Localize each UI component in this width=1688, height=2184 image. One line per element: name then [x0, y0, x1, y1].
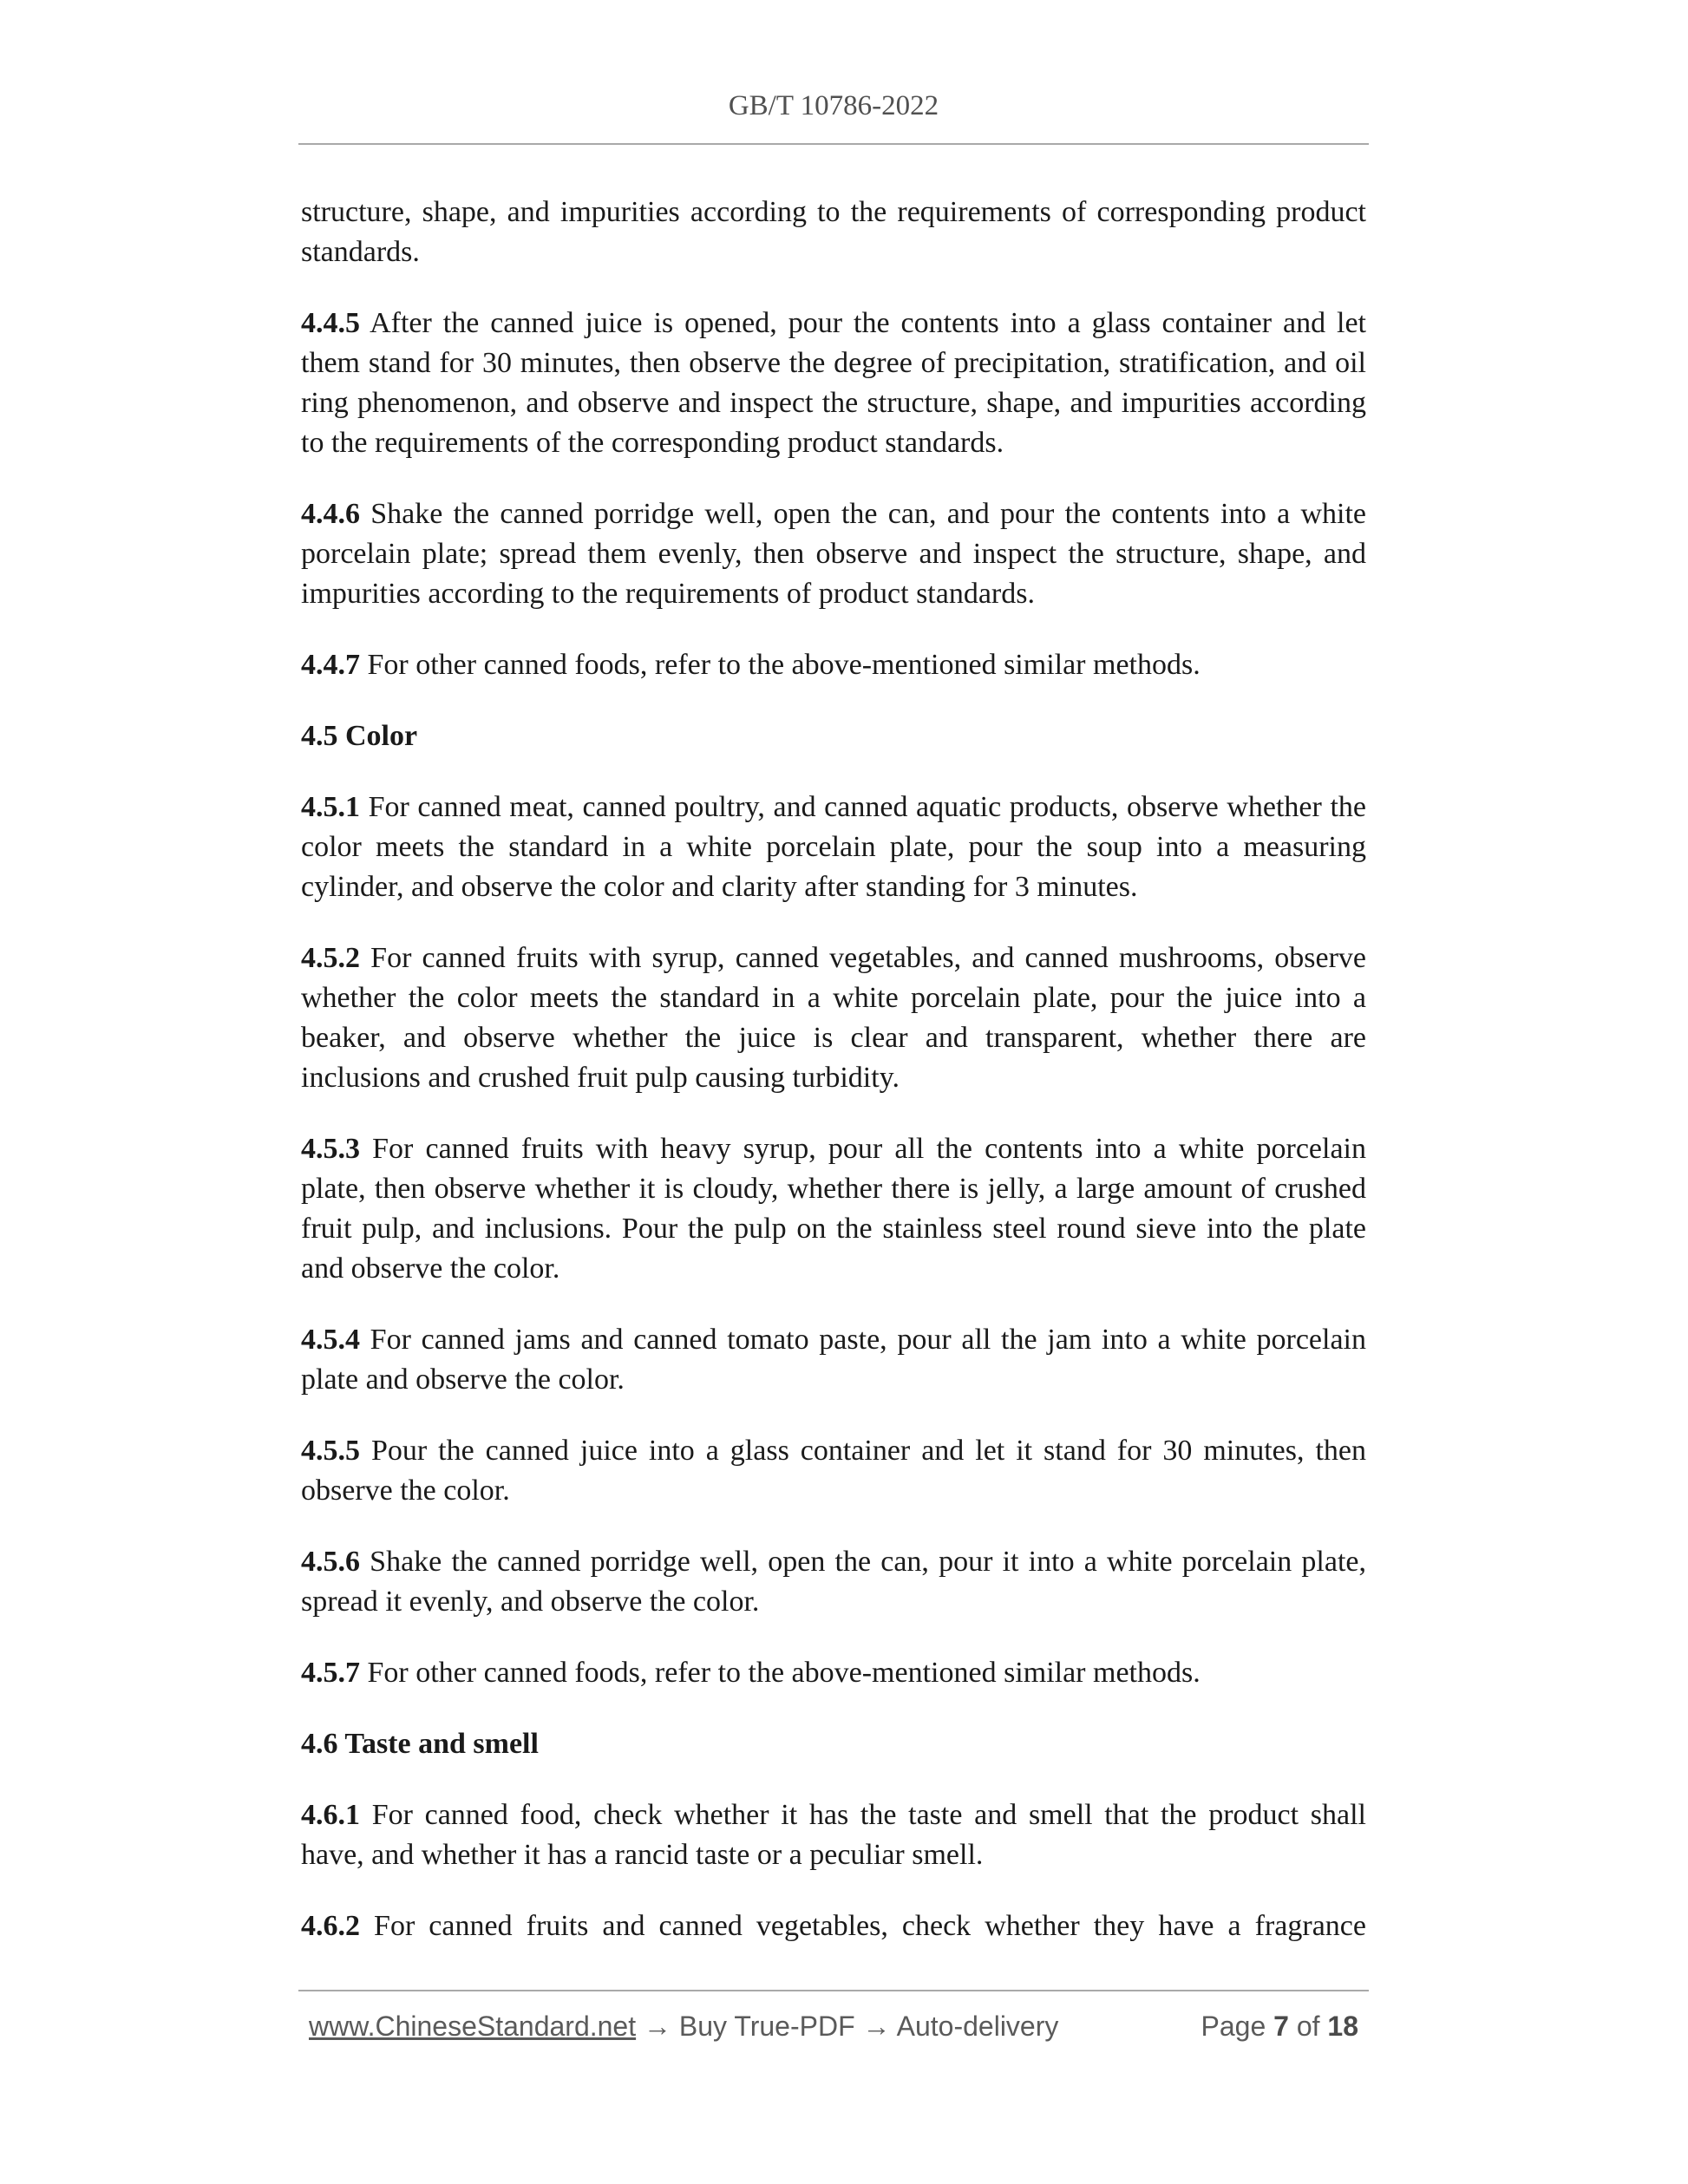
clause-text: After the canned juice is opened, pour the contents into a glass container and let them stand for 30 minutes, then observe the degree of precipitation, stratification, and oil ring phenomenon, and observe and inspect the structure, shape, and impurities according to the requirements of the corresponding product standards. — [301, 307, 1366, 459]
paragraph-4-4-5 — [301, 304, 1366, 463]
paragraph-4-4-7 — [301, 645, 1366, 685]
clause-text: Shake the canned porridge well, open the can, pour it into a white porcelain plate, spread it evenly, and observe the color. — [301, 1546, 1366, 1618]
paragraph-4-6-1 — [301, 1795, 1366, 1875]
paragraph-4-5-6 — [301, 1542, 1366, 1622]
current-page-number: 7 — [1273, 2011, 1289, 2042]
document-header: GB/T 10786-2022 — [728, 90, 939, 121]
clause-number: 4.5.6 — [301, 1546, 360, 1578]
page-label: Page — [1201, 2011, 1266, 2042]
clause-number: 4.5.4 — [301, 1324, 360, 1356]
footer-promo-text: → Buy True-PDF → Auto-delivery — [636, 2011, 1059, 2042]
clause-number: 4.5.1 — [301, 791, 360, 823]
paragraph-4-5-5 — [301, 1431, 1366, 1511]
clause-text: For other canned foods, refer to the above-mentioned similar methods. — [360, 649, 1201, 681]
clause-text: For canned fruits and canned vegetables, check whether they have a fragrance — [360, 1910, 1366, 1942]
paragraph-4-5-4 — [301, 1320, 1366, 1400]
total-pages: 18 — [1327, 2011, 1358, 2042]
paragraph-4-5-1 — [301, 788, 1366, 907]
clause-text: Pour the canned juice into a glass container and let it stand for 30 minutes, then observe the color. — [301, 1435, 1366, 1507]
paragraph-4-5-2 — [301, 938, 1366, 1098]
paragraph-4-6-2 — [301, 1906, 1366, 1946]
paragraph-4-5-3 — [301, 1129, 1366, 1289]
clause-text: For canned jams and canned tomato paste, pour all the jam into a white porcelain plate and observe the color. — [301, 1324, 1366, 1396]
document-body — [301, 193, 1366, 1978]
clause-number: 4.5.2 — [301, 942, 360, 974]
website-link[interactable]: www.ChineseStandard.net — [309, 2011, 637, 2042]
footer-promo — [309, 2011, 1058, 2043]
clause-text: Shake the canned porridge well, open the can, and pour the contents into a white porcelain plate; spread them evenly, then observe and inspect the structure, shape, and impurities according to the requirements of product standards. — [301, 498, 1366, 610]
clause-number: 4.5.3 — [301, 1133, 360, 1165]
section-heading-4-6: 4.6 Taste and smell — [301, 1728, 539, 1760]
header-divider — [298, 143, 1369, 145]
page-footer — [309, 2011, 1358, 2049]
clause-number: 4.4.5 — [301, 307, 360, 339]
clause-number: 4.6.1 — [301, 1799, 360, 1831]
page-indicator — [1201, 2011, 1358, 2043]
clause-number: 4.5.5 — [301, 1435, 360, 1467]
clause-number: 4.4.7 — [301, 649, 360, 681]
clause-text: For canned meat, canned poultry, and canned aquatic products, observe whether the color meets the standard in a white porcelain plate, pour the soup into a measuring cylinder, and observe the color and clarity after standing for 3 minutes. — [301, 791, 1366, 903]
paragraph-4-5-7 — [301, 1653, 1366, 1693]
clause-text: For other canned foods, refer to the above-mentioned similar methods. — [360, 1657, 1201, 1689]
footer-divider — [298, 1990, 1369, 1991]
clause-number: 4.4.6 — [301, 498, 360, 530]
clause-number: 4.6.2 — [301, 1910, 360, 1942]
clause-number: 4.5.7 — [301, 1657, 360, 1689]
section-heading-4-5: 4.5 Color — [301, 720, 418, 752]
paragraph-4-4-6 — [301, 494, 1366, 614]
clause-text: For canned food, check whether it has the taste and smell that the product shall have, and whether it has a rancid taste or a peculiar smell. — [301, 1799, 1366, 1871]
of-label: of — [1296, 2011, 1320, 2042]
clause-text: For canned fruits with syrup, canned vegetables, and canned mushrooms, observe whether the color meets the standard in a white porcelain plate, pour the juice into a beaker, and observe whether the juice is clear and transparent, whether there are inclusions and crushed fruit pulp causing turbidity. — [301, 942, 1366, 1094]
clause-text: For canned fruits with heavy syrup, pour all the contents into a white porcelain plate, then observe whether it is cloudy, whether there is jelly, a large amount of crushed fruit pulp, and inclusions. Pour the pulp on the stainless steel round sieve into the plate and observe the color. — [301, 1133, 1366, 1285]
paragraph-continuation: structure, shape, and impurities according to the requirements of corresponding product standards. — [301, 196, 1366, 268]
